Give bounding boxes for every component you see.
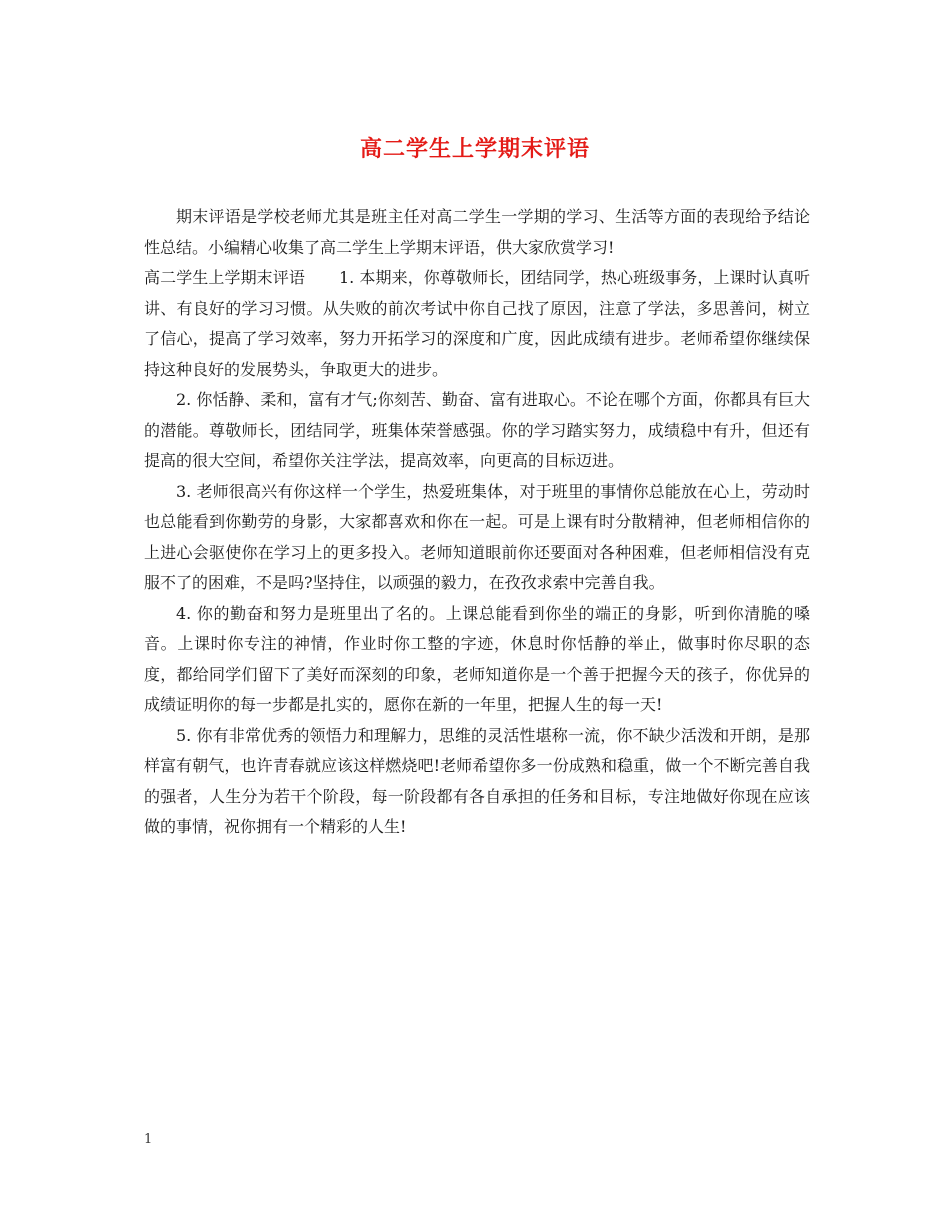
document-title: 高二学生上学期末评语 — [359, 136, 590, 162]
intro-text: 期末评语是学校老师尤其是班主任对高二学生一学期的学习、生活等方面的表现给予结论性总结。小编精心收集了高二学生上学期末评语，供大家欣赏学习! — [144, 207, 810, 257]
item-paragraph-2 — [144, 385, 810, 477]
item-paragraph-4 — [144, 599, 810, 721]
subheading: 高二学生上学期末评语 — [144, 268, 305, 287]
page-number: 1 — [144, 1132, 153, 1147]
intro-paragraph — [144, 202, 810, 263]
item-text-4: 4. 你的勤奋和努力是班里出了名的。上课总能看到你坐的端正的身影，听到你清脆的嗓音。上课时你专注的神情，作业时你工整的字迹，休息时你恬静的举止，做事时你尽职的态度，都给同学们留下了美好而深刻的印象，老师知道你是一个善于把握今天的孩子，你优异的成绩证明你的每一步都是扎实的，愿你在新的一年里，把握人生的每一天! — [144, 603, 810, 714]
item-text-1: 1. 本期来，你尊敬师长，团结同学，热心班级事务，上课时认真听讲、有良好的学习习惯。从失败的前次考试中你自己找了原因，注意了学法，多思善问，树立了信心，提高了学习效率，努力开拓学习的深度和广度，因此成绩有进步。老师希望你继续保持这种良好的发展势头，争取更大的进步。 — [144, 268, 810, 379]
item-text-5: 5. 你有非常优秀的领悟力和理解力，思维的灵活性堪称一流，你不缺少活泼和开朗，是那样富有朝气，也许青春就应该这样燃烧吧!老师希望你多一份成熟和稳重，做一个不断完善自我的强者，人生分为若干个阶段，每一阶段都有各自承担的任务和目标，专注地做好你现在应该做的事情，祝你拥有一个精彩的人生! — [144, 725, 810, 836]
item-paragraph-3 — [144, 477, 810, 599]
item-paragraph-1 — [144, 263, 810, 385]
document-body — [144, 202, 810, 843]
item-paragraph-5 — [144, 721, 810, 843]
item-text-2: 2. 你恬静、柔和，富有才气;你刻苦、勤奋、富有进取心。不论在哪个方面，你都具有巨大的潜能。尊敬师长，团结同学，班集体荣誉感强。你的学习踏实努力，成绩稳中有升，但还有提高的很大空间，希望你关注学法，提高效率，向更高的目标迈进。 — [144, 390, 810, 470]
item-text-3: 3. 老师很高兴有你这样一个学生，热爱班集体，对于班里的事情你总能放在心上，劳动时也总能看到你勤劳的身影，大家都喜欢和你在一起。可是上课有时分散精神，但老师相信你的上进心会驱使你在学习上的更多投入。老师知道眼前你还要面对各种困难，但老师相信没有克服不了的困难，不是吗?坚持住，以顽强的毅力，在孜孜求索中完善自我。 — [144, 481, 810, 592]
